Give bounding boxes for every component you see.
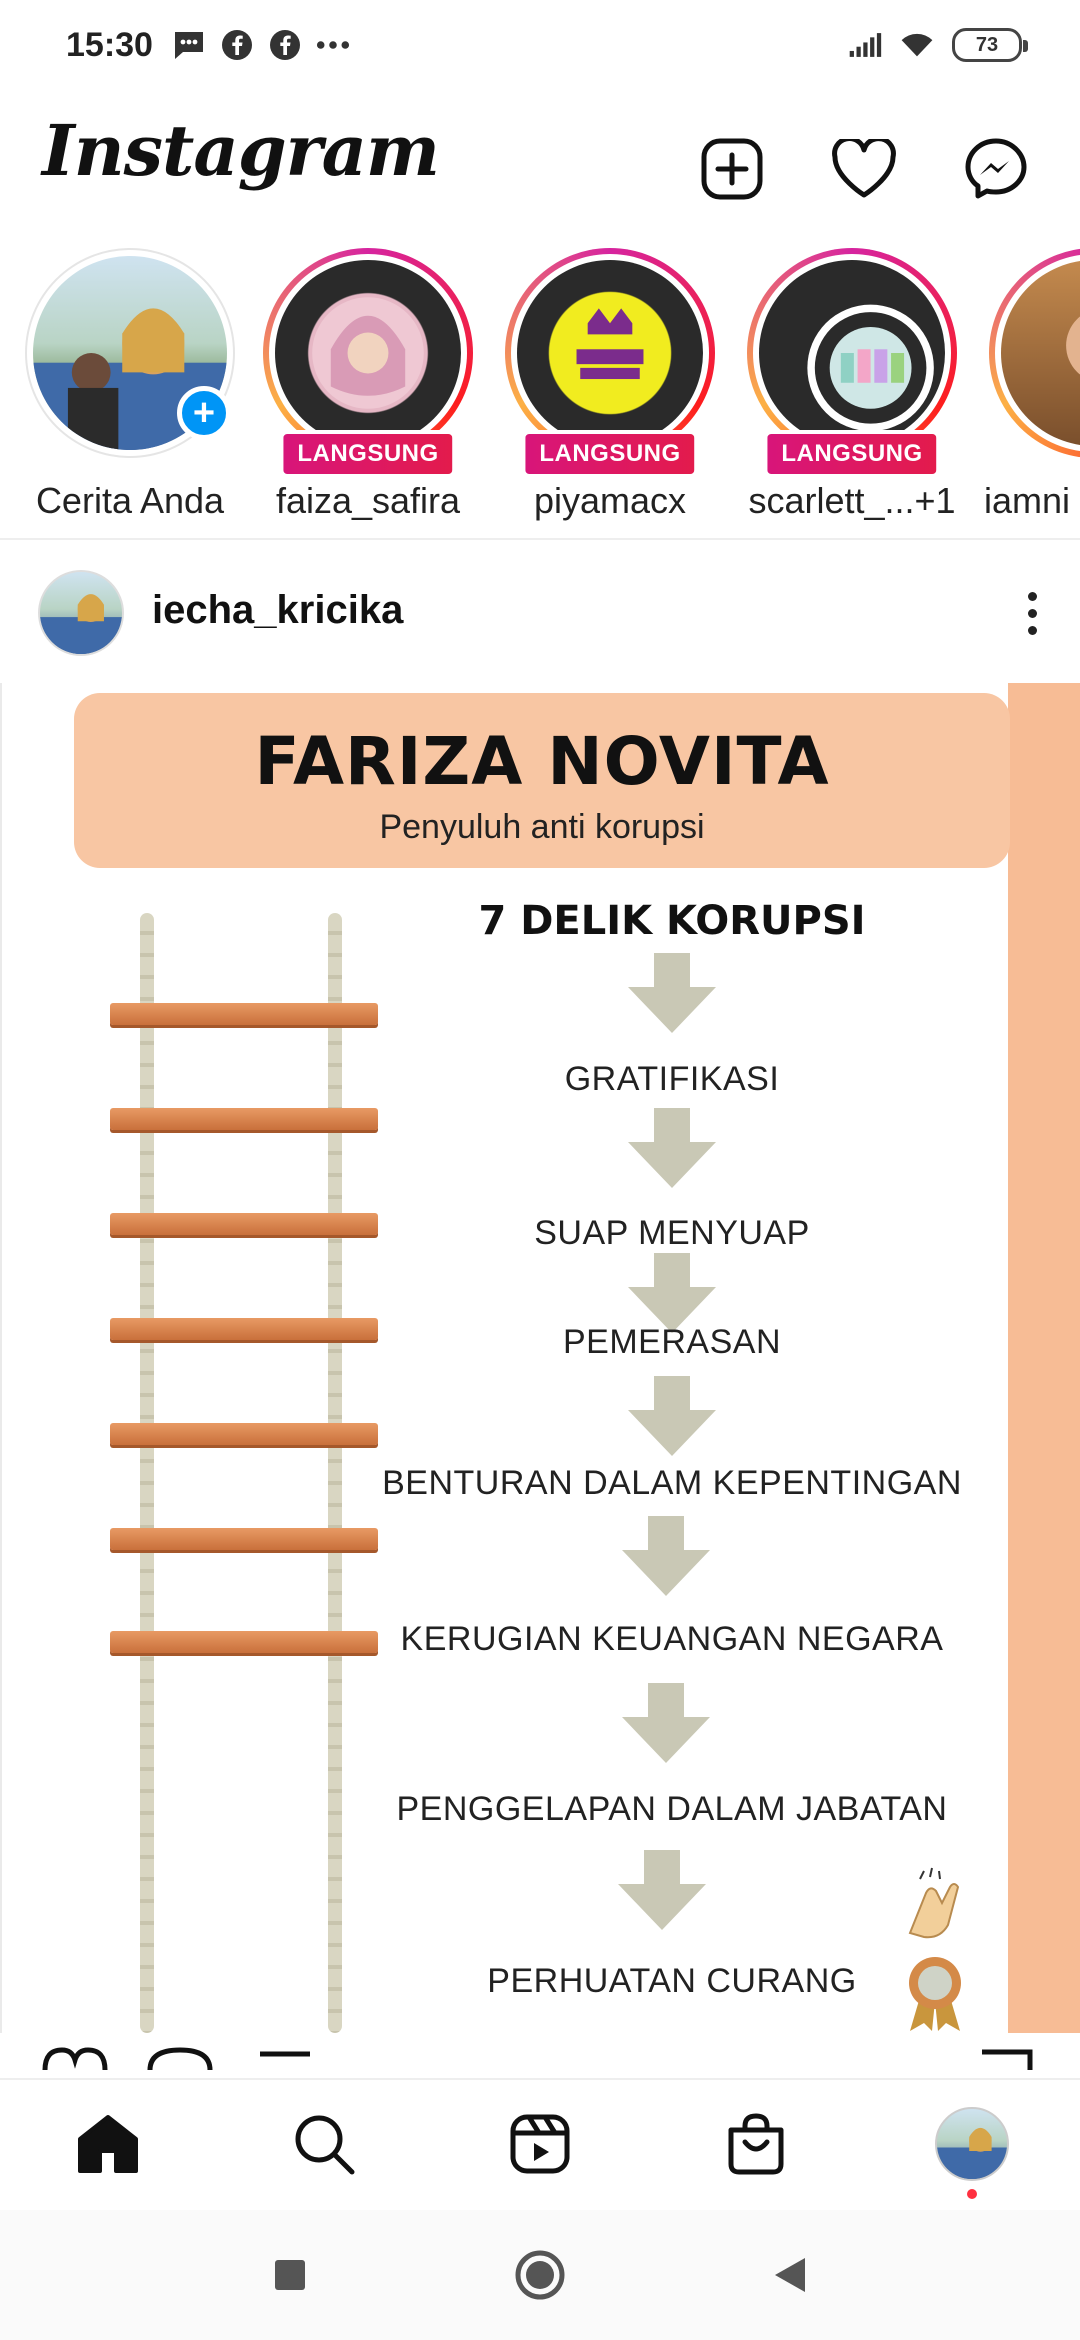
arrow-down-icon — [616, 1516, 716, 1596]
status-bar — [0, 0, 1080, 95]
live-badge: LANGSUNG — [763, 430, 940, 478]
recent-apps-button[interactable] — [255, 2240, 325, 2310]
arrow-down-icon — [616, 1683, 716, 1763]
new-post-button[interactable] — [678, 115, 786, 223]
messenger-button[interactable] — [942, 115, 1050, 223]
story-ring — [505, 248, 715, 467]
story-name: scarlett_...+1 — [748, 480, 956, 521]
square-icon — [273, 2258, 307, 2292]
post-image-subtitle: Penyuluh anti korupsi — [379, 808, 705, 846]
clapping-hands-icon — [890, 1863, 970, 1943]
activity-button[interactable] — [810, 115, 918, 223]
back-triangle-icon — [773, 2256, 807, 2294]
stories-tray — [0, 248, 1080, 528]
post-username[interactable]: iecha_kricika — [152, 588, 404, 632]
avatar — [759, 260, 945, 446]
ladder-rung — [110, 1631, 378, 1653]
list-item: GRATIFIKASI — [564, 1060, 780, 1098]
ladder-rung — [110, 1318, 378, 1340]
arrow-down-icon — [622, 1108, 722, 1188]
signal-icon — [848, 28, 882, 62]
ladder-rope — [328, 913, 342, 2033]
circle-icon — [514, 2249, 566, 2301]
app-header — [0, 95, 1080, 215]
story-name: piyamacx — [533, 480, 687, 521]
post-image[interactable] — [0, 683, 1080, 2033]
list-item: SUAP MENYUAP — [534, 1214, 810, 1252]
arrow-down-icon — [622, 953, 722, 1033]
add-story-icon[interactable]: + — [177, 386, 231, 440]
heart-icon — [831, 139, 897, 199]
title-card — [74, 693, 1010, 868]
ladder-rung — [110, 1528, 378, 1550]
ladder-rung — [110, 1423, 378, 1445]
messenger-icon — [964, 137, 1028, 201]
list-item: BENTURAN DALAM KEPENTINGAN — [382, 1464, 962, 1502]
divider — [0, 538, 1080, 540]
facebook-icon — [268, 28, 302, 62]
bottom-navigation — [0, 2078, 1080, 2208]
dot — [1028, 592, 1037, 601]
search-icon — [292, 2112, 356, 2176]
nav-search[interactable] — [269, 2089, 379, 2199]
home-icon — [76, 2113, 140, 2175]
story-ring — [989, 248, 1080, 458]
nav-profile[interactable] — [917, 2089, 1027, 2199]
post-actions-peek — [0, 2040, 1080, 2070]
decorative-strip — [1008, 683, 1080, 2033]
battery-icon: 73 — [952, 28, 1022, 62]
post-image-title: FARIZA NOVITA — [254, 723, 830, 800]
ladder-rung — [110, 1003, 378, 1025]
post-actions-icons — [0, 2040, 1080, 2070]
ladder-rung — [110, 1108, 378, 1130]
post-options-button[interactable] — [1002, 578, 1062, 648]
story-iamni[interactable] — [984, 248, 1080, 522]
list-item: PERHUATAN CURANG — [487, 1962, 857, 2000]
list-item: PENGGELAPAN DALAM JABATAN — [396, 1790, 948, 1828]
arrow-down-icon — [622, 1253, 722, 1333]
medal-icon — [900, 1953, 970, 2033]
avatar — [275, 260, 461, 446]
ladder-illustration — [102, 913, 402, 2033]
nav-shop[interactable] — [701, 2089, 811, 2199]
new-post-icon — [700, 137, 764, 201]
instagram-logo[interactable]: Instagram — [42, 109, 439, 192]
shop-icon — [725, 2112, 787, 2176]
profile-avatar — [935, 2107, 1009, 2181]
home-system-button[interactable] — [505, 2240, 575, 2310]
story-ring — [747, 248, 957, 467]
nav-reels[interactable] — [485, 2089, 595, 2199]
notification-dot — [967, 2189, 977, 2199]
live-badge: LANGSUNG — [521, 430, 698, 478]
story-ring — [263, 248, 473, 467]
live-badge: LANGSUNG — [279, 430, 456, 478]
story-faiza-safira[interactable] — [258, 248, 478, 522]
arrow-down-icon — [622, 1376, 722, 1456]
dot — [1028, 626, 1037, 635]
list-item: KERUGIAN KEUANGAN NEGARA — [400, 1620, 944, 1658]
more-icon — [316, 28, 350, 62]
story-name: iamni — [984, 480, 1071, 521]
wifi-icon — [900, 28, 934, 62]
nav-home[interactable] — [53, 2089, 163, 2199]
avatar — [1001, 260, 1080, 446]
list-title: 7 DELIK KORUPSI — [478, 898, 866, 944]
back-button[interactable] — [755, 2240, 825, 2310]
list-item: PEMERASAN — [563, 1323, 781, 1361]
dot — [1028, 609, 1037, 618]
story-scarlett[interactable] — [742, 248, 962, 522]
story-ring — [25, 248, 235, 458]
post-header — [0, 560, 1080, 670]
header-actions — [678, 115, 1050, 223]
story-name: faiza_safira — [275, 480, 461, 521]
status-system-icons — [848, 28, 1022, 62]
status-time: 15:30 — [66, 26, 153, 64]
facebook-icon — [220, 28, 254, 62]
post-author-avatar[interactable] — [38, 570, 124, 656]
story-name: Cerita Anda — [35, 480, 225, 521]
arrow-down-icon — [612, 1850, 712, 1930]
ladder-rung — [110, 1213, 378, 1235]
reels-icon — [509, 2113, 571, 2175]
message-icon — [172, 28, 206, 62]
avatar — [517, 260, 703, 446]
story-piyamacx[interactable] — [500, 248, 720, 522]
story-own[interactable] — [20, 248, 240, 522]
status-notification-icons — [172, 28, 350, 62]
system-navigation — [0, 2210, 1080, 2340]
ladder-rope — [140, 913, 154, 2033]
